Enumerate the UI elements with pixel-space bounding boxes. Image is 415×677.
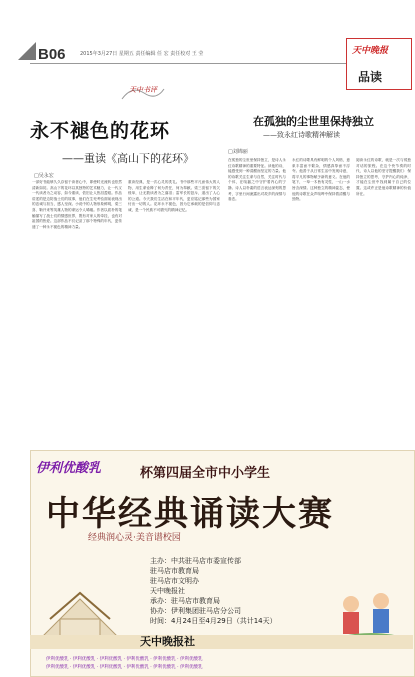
corner-ornament-icon: [16, 40, 38, 62]
ad-undertaker: 承办：驻马店市教育局: [150, 597, 220, 605]
ad-title: 中华经典诵读大赛: [46, 494, 334, 534]
header-rule: [30, 63, 346, 64]
ad-organizer-2: 驻马店市教育局: [150, 567, 199, 575]
ad-headline: 杯第四届全市中小学生: [140, 466, 271, 481]
ad-slogan: 经典润心灵·美音谱校园: [88, 533, 181, 543]
section-title: 品读: [358, 70, 383, 84]
column-tag-label: 天中书评: [129, 86, 157, 94]
right-article-subhead: ——致永红诗歌精神解读: [263, 131, 340, 139]
left-article-body-col1: 一部好书能够久久存留于读者心中，即使时光流转也依然清新如初。高山下的花环以其独特的艺术魅力，让一代又一代读者为之动容，如今重读，依旧让人热泪盈眶。作品讲述的是边防战士们的故事，他们在生死考验面前表现出的忠诚与担当，感人至深。小说中的人物形象鲜明，梁三喜、靳开来等英雄人物的命运令人唏嘘。作者以质朴的笔触描写了战士们的情感世界，既有对家人的牵挂，也有对祖国的热爱。这部作品不仅记录了那个特殊的年代，更传递了一种永不褪色的精神力量。: [32, 180, 122, 229]
ad-organizer: 主办：中共驻马店市委宣传部: [150, 557, 241, 565]
left-article-body-col2: 重读经典，是一次心灵的洗礼。书中那些平凡而伟大的人物，用生命诠释了何为责任，何为奉献。梁三喜留下的欠账单，让无数读者为之落泪；雷军长的怒斥，道出了人心的公道。今天我们生活在和平年代，更应铭记那些为国家付出一切的人。花环永不褪色，因为它承载的是信仰与忠诚，是一个民族不可磨灭的精神记忆。: [128, 180, 220, 212]
left-article-subhead: ——重读《高山下的花环》: [62, 152, 194, 165]
page-number: B06: [38, 46, 66, 63]
right-article-headline: 在孤独的尘世里保持独立: [253, 115, 374, 128]
left-article-headline: 永不褪色的花环: [30, 120, 171, 142]
ad-footer-band-icon: [30, 633, 413, 651]
left-article-byline: □吴永宏: [34, 173, 54, 179]
right-article-body-col2: 永红的诗歌具有鲜明的个人风格，意象丰富而不繁杂，情感真挚而不浮夸。他善于从日常生活中发现诗意，将平凡的事物赋予新的意义。在他的笔下，一草一木皆有灵性，一山一水皆含深情。这种独立的精神姿态，使他的诗歌在众声喧哗中保持着清醒与独特。: [292, 158, 350, 202]
right-article-byline: □刘锦丽: [228, 149, 248, 155]
issue-meta: 2015年3月27日 星期五 责任编辑 任 宏 责任校对 王 莹: [80, 51, 204, 57]
right-article-body-col1: 在孤独的尘世里保持独立，是诗人永红诗歌精神的重要特征。读他的诗，能感受到一种清醒而坚定的力量。他的诗歌关注生命与自然，关注时代与个体，在喧嚣之中守护着内心的宁静。诗人以朴素的语言表达深刻的思考，字里行间流露出对故乡的深情与眷恋。: [228, 158, 286, 202]
ad-tagline-2: 伊利优酸乳 · 伊利优酸乳 · 伊利优酸乳 · 伊利优酸乳 · 伊利优酸乳 · 伊利优酸乳: [46, 665, 203, 670]
masthead-logo: 天中晚报: [352, 46, 389, 56]
right-article-body-col3: 阅读永红的诗歌，就是一次与孤独对话的旅程。在这个快节奏的时代，诗人以他的坚守提醒我们：保持独立的思考，守护内心的纯净，才能在尘世中找到属于自己的位置。这或许正是他诗歌精神的价值所在。: [356, 158, 411, 196]
ad-organizer-4: 天中晚报社: [150, 587, 185, 595]
ad-site-name: 天中晚报社: [140, 635, 195, 648]
ad-organizer-3: 驻马店市文明办: [150, 577, 199, 585]
ad-brand: 伊利优酸乳: [36, 461, 102, 476]
ad-time: 时间：4月24日至4月29日（共计14天）: [150, 617, 277, 625]
ad-cosponsor: 协办：伊利集团驻马店分公司: [150, 607, 241, 615]
ad-tagline: 伊利优酸乳 · 伊利优酸乳 · 伊利优酸乳 · 伊利优酸乳 · 伊利优酸乳 · 伊利优酸乳: [46, 657, 203, 662]
ad-info: [150, 556, 277, 626]
